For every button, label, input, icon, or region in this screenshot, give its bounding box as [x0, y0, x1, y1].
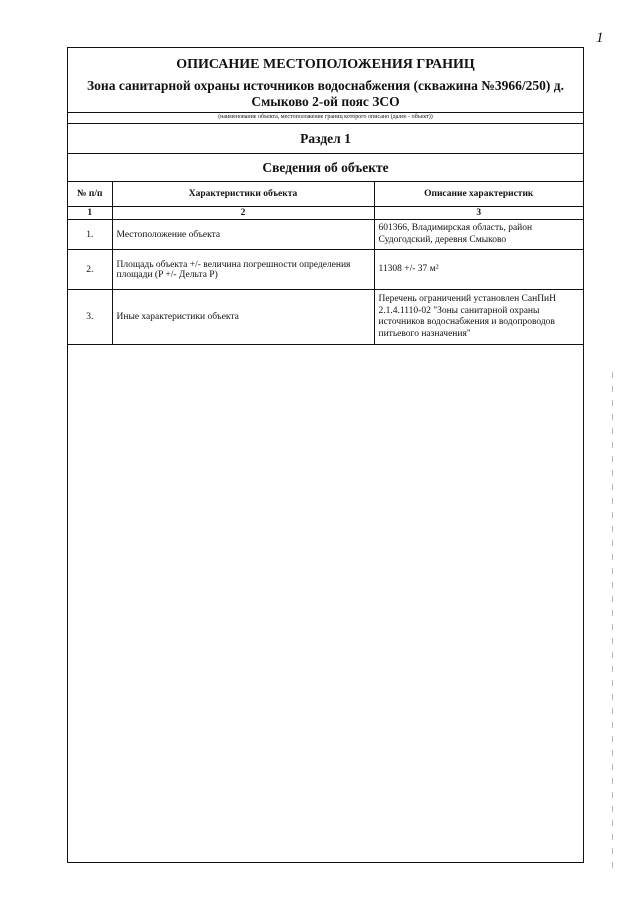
row-characteristic: Площадь объекта +/- величина погрешности определения площади (P +/- Дельта P) — [112, 250, 374, 290]
column-number: 1 — [68, 207, 112, 220]
table-row — [68, 290, 583, 345]
column-number: 2 — [112, 207, 374, 220]
row-characteristic: Местоположение объекта — [112, 220, 374, 250]
header-number: № п/п — [68, 182, 112, 207]
table-row — [68, 220, 583, 250]
document-subtitle: Зона санитарной охраны источников водоснабжения (скважина №3966/250) д. Смыково 2-ой пояс ЗСО — [87, 78, 564, 109]
column-number-row — [68, 207, 583, 220]
row-number: 2. — [68, 250, 112, 290]
row-number: 1. — [68, 220, 112, 250]
document-header — [68, 48, 583, 124]
object-info-table — [68, 182, 583, 345]
table-header-row — [68, 182, 583, 207]
section-subtitle: Сведения об объекте — [68, 154, 583, 182]
page-number: 1 — [596, 30, 604, 46]
row-description: 11308 +/- 37 м² — [374, 250, 583, 290]
column-number: 3 — [374, 207, 583, 220]
row-description: Перечень ограничений установлен СанПиН 2.1.4.1110-02 "Зоны санитарной охраны источников водоснабжения и водопроводов питьевого назначения" — [374, 290, 583, 345]
row-description: 601366, Владимирская область, район Судогодский, деревня Смыково — [374, 220, 583, 250]
header-characteristic: Характеристики объекта — [112, 182, 374, 207]
table-row — [68, 250, 583, 290]
row-number: 3. — [68, 290, 112, 345]
subtitle-note: (наименование объекта, местоположение границ которого описано (далее - объект)) — [68, 112, 583, 123]
header-description: Описание характеристик — [374, 182, 583, 207]
section-title: Раздел 1 — [68, 124, 583, 154]
row-characteristic: Иные характеристики объекта — [112, 290, 374, 345]
document-title: ОПИСАНИЕ МЕСТОПОЛОЖЕНИЯ ГРАНИЦ — [176, 57, 475, 72]
document-frame — [67, 47, 584, 863]
scan-edge-artifact — [612, 372, 613, 872]
